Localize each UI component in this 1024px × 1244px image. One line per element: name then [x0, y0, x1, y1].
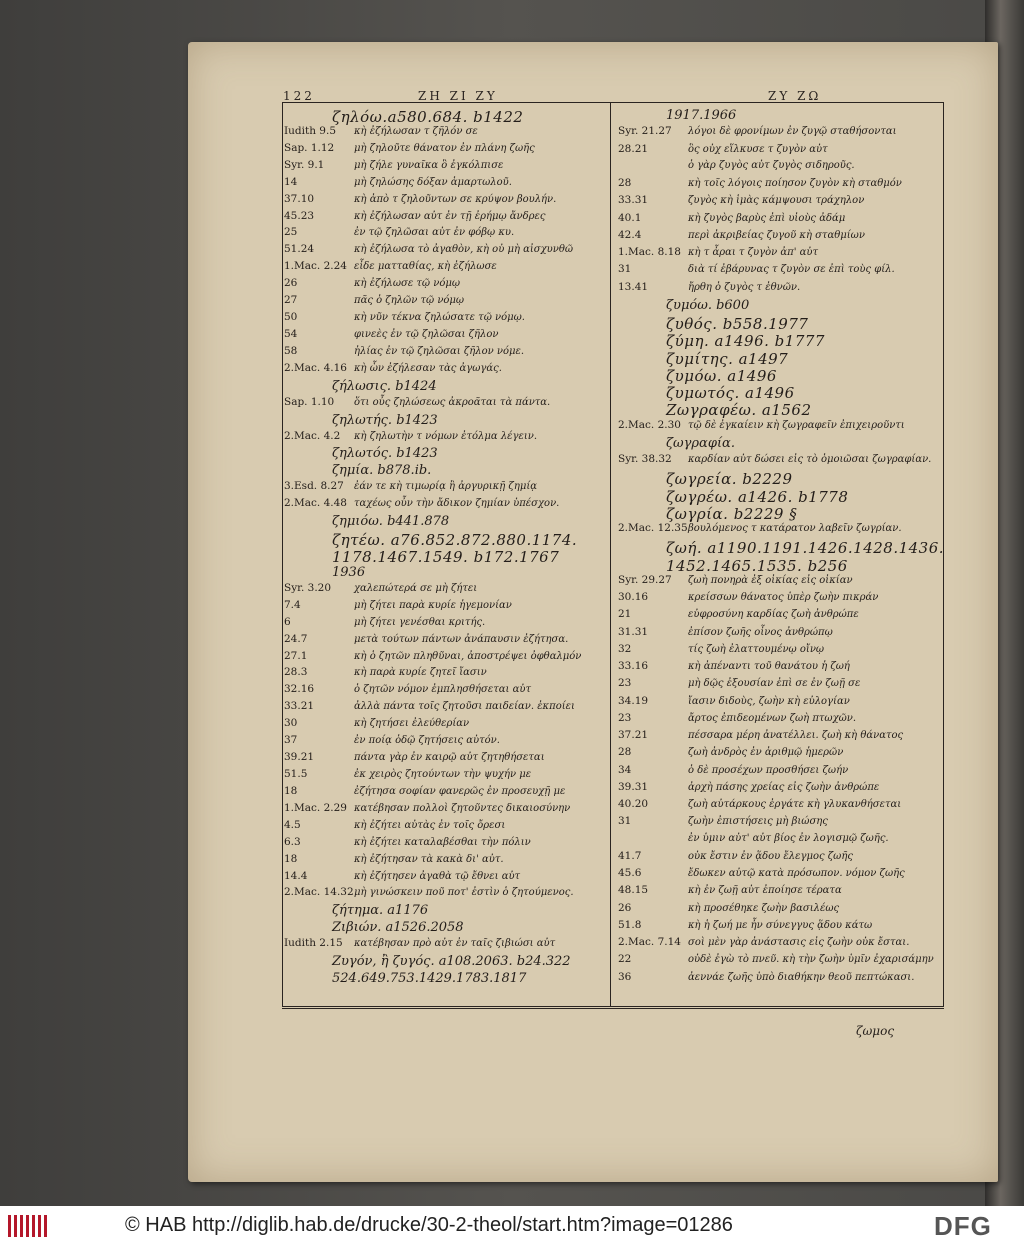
citation-row: [618, 815, 828, 827]
lemma-entry: [666, 401, 812, 419]
verse-reference: 30.16: [618, 591, 649, 604]
citation-row: [618, 194, 864, 206]
running-head-right: ΖΥ ΖΩ: [768, 89, 822, 103]
verse-reference: 26: [618, 901, 632, 914]
lemma-text: 1917.1966: [666, 108, 737, 123]
citation-row: [284, 243, 573, 255]
citation-text: ἀρχὴ πάσης χρείας εἰς ζωὴν ἀνθρώπε: [688, 781, 880, 793]
lemma-text: ζωγραφία.: [666, 435, 735, 451]
citation-row: [618, 919, 872, 931]
citation-text: ἤρθη ὁ ζυγὸς τ ἐθνῶν.: [688, 281, 801, 293]
citation-text: ταχέως οὖν τὴν ἄδικον ζημίαν ὑπέσχον.: [354, 498, 560, 510]
citation-row: [618, 143, 828, 155]
citation-text: κὴ ἐν ζωῇ αὐτ ἐποίησε τέρατα: [688, 885, 842, 897]
citation-row: [284, 210, 545, 222]
citation-text: τίς ζωὴ ἐλαττουμένῳ οἴνῳ: [688, 643, 825, 655]
verse-reference: Syr. 3.20: [284, 581, 332, 594]
lemma-entry: [332, 971, 526, 986]
verse-reference: 45.23: [284, 209, 315, 222]
lemma-entry: [666, 384, 795, 402]
verse-reference: 25: [284, 226, 298, 239]
verse-reference: 3.Esd. 8.27: [284, 480, 344, 493]
citation-text: κὴ ὧν ἐζήλεσαν τὰς ἀγωγάς.: [354, 362, 502, 374]
citation-text: κὴ ἀπὸ τ ζηλοῦντων σε κρύψον βουλήν.: [354, 193, 557, 205]
citation-row: [284, 717, 469, 729]
lemma-entry: [666, 108, 736, 123]
citation-text: πέσσαρα μέρη ἀνατέλλει. ζωὴ κὴ θάνατος: [688, 730, 904, 742]
verse-reference: 27.1: [284, 649, 308, 662]
citation-row: [618, 712, 856, 724]
citation-row: [284, 734, 500, 746]
footer-bar: [0, 1206, 1024, 1244]
lemma-text: ζυμόω. b600: [666, 297, 750, 313]
citation-text: πάντα γὰρ ἐν καιρῷ αὐτ ζητηθήσεται: [354, 752, 545, 764]
lemma-text: ζηλωτής. b1423: [332, 412, 438, 428]
citation-text: ἀλλὰ πάντα τοῖς ζητοῦσι παιδείαν. ἐκποίει: [354, 701, 575, 713]
citation-row: [284, 751, 545, 763]
verse-reference: 13.41: [618, 280, 649, 293]
verse-reference: 14.4: [284, 869, 308, 882]
lemma-entry: [666, 350, 788, 368]
citation-text: κὴ ἐζήτησαν τὰ κακὰ δι' αὐτ.: [354, 853, 504, 865]
lemma-entry: [666, 315, 808, 333]
lemma-text: ζυμίτης. a1497: [666, 349, 789, 368]
citation-row: [284, 937, 555, 949]
verse-reference: 34.19: [618, 694, 649, 707]
lemma-entry: [332, 514, 449, 529]
verse-reference: 33.16: [618, 660, 649, 673]
verse-reference: 1.Mac. 2.24: [284, 260, 347, 273]
verse-reference: 54: [284, 328, 298, 340]
citation-text: ἐκ χειρὸς ζητούντων τὴν ψυχήν με: [354, 769, 532, 780]
citation-row: [284, 666, 487, 678]
citation-row: [618, 936, 909, 948]
verse-reference: 36: [618, 970, 632, 983]
verse-reference: Sap. 1.12: [284, 141, 335, 154]
verse-reference: 1.Mac. 2.29: [284, 801, 347, 814]
verse-reference: 31: [618, 815, 632, 828]
verse-reference: 28: [618, 746, 632, 759]
citation-row: [618, 212, 845, 224]
verse-reference: 32: [618, 642, 632, 655]
lemma-text: ζήτημα. a1176: [332, 903, 429, 919]
citation-text: εὐφροσύνη καρδίας ζωὴ ἀνθρώπε: [688, 609, 859, 621]
lemma-entry: [332, 446, 438, 461]
verse-reference: 2.Mac. 7.14: [618, 936, 681, 949]
citation-text: μὴ ζηλώσης δόξαν ἁμαρτωλοῦ.: [354, 176, 512, 188]
citation-row: [284, 328, 498, 340]
citation-row: [284, 396, 550, 408]
citation-text: μετὰ τούτων πάντων ἀνάπαυσιν ἐζήτησα.: [354, 633, 569, 645]
citation-text: ἐν ποίᾳ ὁδῷ ζητήσεις αὐτόν.: [354, 735, 500, 747]
citation-row: [618, 246, 818, 258]
citation-text: ὅτι οὖς ζηλώσεως ἀκροᾶται τὰ πάντα.: [354, 396, 551, 408]
citation-text: ὁ ζητῶν νόμον ἐμπλησθήσεται αὐτ: [354, 684, 531, 696]
citation-row: [618, 574, 853, 586]
citation-row: [618, 867, 905, 879]
lemma-entry: [666, 539, 944, 557]
verse-reference: 51.5: [284, 768, 308, 780]
verse-reference: 50: [284, 311, 298, 324]
lemma-text: Ζυγόν, ἢ ζυγός. a108.2063. b24.322: [332, 954, 571, 970]
verse-reference: 41.7: [618, 849, 642, 862]
citation-row: [284, 497, 559, 509]
citation-row: [284, 599, 512, 611]
citation-row: [618, 160, 855, 171]
citation-text: ζυγὸς κὴ ἱμὰς κάμψουσι τράχηλον: [688, 195, 865, 207]
citation-text: ἴασιν διδοὺς, ζωὴν κὴ εὐλογίαν: [688, 695, 850, 707]
citation-text: μὴ ζήτει γενέσθαι κριτής.: [354, 616, 486, 628]
verse-reference: Syr. 21.27: [618, 125, 672, 138]
lemma-entry: [332, 531, 577, 549]
citation-text: κὴ ὁ ζητῶν πληθῦναι, ἀποστρέψει ὀφθαλμόν: [354, 650, 582, 662]
verse-reference: 51.8: [618, 918, 642, 931]
verse-reference: 51.24: [284, 243, 315, 256]
citation-text: κὴ προσέθηκε ζωὴν βασιλέως: [688, 902, 840, 914]
lemma-entry: [332, 548, 559, 566]
citation-row: [618, 453, 931, 465]
citation-row: [284, 768, 531, 780]
citation-row: [618, 125, 897, 137]
citation-row: [284, 311, 525, 323]
citation-text: ζωὴ ἀνδρὸς ἐν ἀριθμῷ ἡμερῶν: [688, 747, 844, 759]
citation-row: [618, 677, 860, 689]
citation-text: περὶ ἀκριβείας ζυγοῦ κὴ σταθμίων: [688, 229, 865, 241]
citation-text: εἶδε ματταθίας, κὴ ἐζήλωσε: [354, 261, 497, 273]
citation-text: κὴ ζυγὸς βαρὺς ἐπὶ υἱοὺς ἀδάμ: [688, 212, 846, 224]
verse-reference: 58: [284, 344, 298, 357]
citation-text: κὴ ἐζήλωσα τὸ ἀγαθὸν, κὴ οὐ μὴ αἰσχυνθῶ: [354, 244, 574, 256]
citation-text: ζωὴ πονηρὰ ἐξ οἰκίας εἰς οἰκίαν: [688, 574, 853, 586]
verse-reference: 23: [618, 711, 632, 724]
verse-reference: 22: [618, 953, 632, 966]
citation-row: [284, 633, 568, 645]
lemma-text: ζύμη. a1496. b1777: [666, 332, 825, 351]
lemma-entry: [666, 505, 797, 523]
column-divider: [610, 102, 611, 1007]
hab-logo-icon: [8, 1215, 48, 1237]
citation-text: ἠλίας ἐν τῷ ζηλῶσαι ζῆλον νόμε.: [354, 345, 525, 357]
citation-text: χαλεπώτερά σε μὴ ζήτει: [354, 582, 478, 594]
citation-row: [618, 729, 903, 741]
verse-reference: 42.4: [618, 228, 642, 241]
citation-text: κὴ ἐζήτησεν ἀγαθὰ τῷ ἔθνει αὐτ: [354, 870, 521, 882]
citation-row: [618, 850, 853, 862]
verse-reference: 26: [284, 277, 298, 290]
verse-reference: Syr. 38.32: [618, 453, 672, 466]
verse-reference: 37: [284, 734, 298, 747]
verse-reference: 7.4: [284, 598, 301, 611]
verse-reference: Syr. 29.27: [618, 573, 672, 586]
lemma-entry: [666, 470, 793, 488]
lemma-text: ζημία. b878.ib.: [332, 463, 432, 479]
citation-text: λόγοι δὲ φρονίμων ἐν ζυγῷ σταθήσονται: [688, 126, 897, 138]
citation-row: [618, 798, 901, 810]
lemma-text: ζωγρία. b2229 §: [666, 504, 798, 523]
citation-text: πᾶς ὁ ζηλῶν τῷ νόμῳ: [354, 295, 465, 307]
citation-row: [618, 953, 934, 965]
citation-row: [618, 781, 879, 793]
verse-reference: 2.Mac. 14.32: [284, 886, 354, 899]
verse-reference: 31.31: [618, 625, 649, 638]
citation-text: κὴ ζηλωτὴν τ νόμων ἐτόλμα λέγειν.: [354, 430, 538, 442]
citation-row: [618, 884, 842, 896]
lemma-text: ζητέω. a76.852.872.880.1174.: [332, 531, 578, 550]
citation-text: μὴ ζήτει παρὰ κυρίε ἡγεμονίαν: [354, 599, 512, 611]
lemma-text: ζωγρεία. b2229: [666, 470, 793, 489]
verse-reference: Sap. 1.10: [284, 395, 335, 408]
copyright-link[interactable]: © HAB http://diglib.hab.de/drucke/30-2-theol/start.htm?image=01286: [125, 1214, 733, 1236]
citation-text: ἐάν τε κὴ τιμωρίᾳ ἢ ἀργυρικῇ ζημίᾳ: [354, 481, 537, 493]
verse-reference: 6.3: [284, 835, 301, 848]
citation-row: [618, 281, 800, 293]
lemma-entry: [332, 463, 431, 478]
citation-text: κὴ ἀπέναντι τοῦ θανάτου ἡ ζωή: [688, 661, 850, 673]
citation-text: κὴ ζητήσει ἐλεύθερίαν: [354, 718, 470, 730]
verse-reference: 39.31: [618, 780, 649, 793]
lemma-text: ζυμόω. a1496: [666, 366, 777, 385]
verse-reference: 33.31: [618, 194, 649, 207]
citation-row: [284, 616, 485, 628]
verse-reference: 2.Mac. 4.2: [284, 429, 341, 442]
citation-text: ἐζήτησα σοφίαν φανερῶς ἐν προσευχῇ με: [354, 785, 566, 797]
verse-reference: 24.7: [284, 632, 308, 645]
citation-row: [618, 660, 850, 672]
citation-text: καρδίαν αὐτ δώσει εἰς τὸ ὁμοιῶσαι ζωγραφίαν.: [688, 454, 932, 466]
citation-row: [284, 277, 460, 289]
citation-text: κὴ ἐζήτει καταλαβέσθαι τὴν πόλιν: [354, 836, 531, 848]
citation-text: ὁ δὲ προσέχων προσθήσει ζωήν: [688, 764, 849, 776]
citation-text: βουλόμενος τ κατάρατον λαβεῖν ζωγρίαν.: [688, 523, 902, 535]
left-column: [284, 108, 606, 1003]
right-column: [618, 108, 945, 1003]
lemma-entry: [666, 298, 749, 313]
citation-text: ἀεννάε ζωῆς ὑπὸ διαθήκην θεοῦ πεπτώκασι.: [688, 971, 915, 983]
citation-row: [284, 176, 512, 188]
citation-row: [284, 819, 505, 831]
lemma-entry: [332, 903, 428, 918]
citation-text: ἐπίσον ζωῆς οἶνος ἀνθρώπῳ: [688, 626, 833, 638]
citation-row: [284, 294, 464, 306]
verse-reference: 33.21: [284, 700, 315, 713]
citation-text: μὴ ζηλοῦτε θάνατον ἐν πλάνη ζωῆς: [354, 142, 535, 154]
citation-text: κὴ παρὰ κυρίε ζητεῖ ἴασιν: [354, 667, 487, 679]
citation-row: [618, 419, 905, 431]
verse-reference: 31: [618, 263, 632, 276]
lemma-entry: [666, 488, 848, 506]
citation-row: [618, 608, 859, 620]
lemma-text: ζημιόω. b441.878: [332, 514, 450, 530]
verse-reference: 14: [284, 175, 298, 188]
lemma-text: ζωγρέω. a1426. b1778: [666, 487, 849, 506]
lemma-text: ζηλωτός. b1423: [332, 446, 438, 462]
lemma-entry: [332, 413, 438, 428]
verse-reference: 1.Mac. 8.18: [618, 246, 681, 259]
lemma-entry: [666, 367, 777, 385]
citation-text: οὐδὲ ἐγὼ τὸ πνεῦ. κὴ τὴν ζωὴν ὑμῖν ἐχαρισάμην: [688, 954, 934, 966]
lemma-entry: [666, 557, 848, 575]
citation-text: κὴ τ ἆραι τ ζυγὸν ἀπ' αὐτ: [688, 247, 819, 259]
citation-text: ἄρτος ἐπιδεομένων ζωὴ πτωχῶν.: [688, 712, 857, 724]
citation-row: [284, 345, 524, 357]
lemma-entry: [332, 379, 437, 394]
citation-text: κὴ ἐζήτει αὐτὰς ἐν τοῖς ὄρεσι: [354, 819, 506, 831]
citation-text: μὴ ζήλε γυναῖκα ὃ ἐγκόλπισε: [354, 159, 504, 171]
citation-row: [284, 226, 514, 238]
citation-row: [284, 362, 502, 374]
citation-text: οὐκ ἔστιν ἐν ᾅδου ἔλεγμος ζωῆς: [688, 850, 853, 862]
citation-text: ἔδωκεν αὐτῷ κατὰ πρόσωπον. νόμον ζωῆς: [688, 868, 905, 880]
lemma-text: 1178.1467.1549. b172.1767: [332, 548, 560, 566]
lemma-text: Ζωγραφέω. a1562: [666, 401, 812, 420]
citation-text: ὁ γὰρ ζυγὸς αὐτ ζυγὸς σιδηροῦς.: [688, 159, 855, 171]
citation-text: κὴ ἐζήλωσαν τ ζῆλόν σε: [354, 125, 478, 137]
verse-reference: 6: [284, 615, 291, 628]
citation-row: [284, 870, 520, 882]
verse-reference: 2.Mac. 2.30: [618, 418, 681, 431]
lemma-text: ζηλόω.a580.684. b1422: [332, 108, 524, 126]
lemma-entry: [332, 108, 523, 126]
citation-text: κὴ τοῖς λόγοις ποίησον ζυγὸν κὴ σταθμόν: [688, 178, 902, 190]
verse-reference: 30: [284, 717, 298, 730]
citation-row: [618, 591, 878, 603]
verse-reference: 4.5: [284, 818, 301, 831]
verse-reference: Iudith 2.15: [284, 937, 343, 950]
verse-reference: 28.21: [618, 142, 649, 155]
verse-reference: 21: [618, 608, 632, 621]
verse-reference: 37.10: [284, 192, 315, 205]
verse-reference: 48.15: [618, 884, 649, 897]
lemma-entry: [332, 920, 464, 935]
bottom-rule: [282, 1008, 944, 1009]
lemma-text: ζήλωσις. b1424: [332, 378, 437, 394]
citation-text: τῷ δὲ ἐγκαίειν κὴ ζωγραφεῖν ἐπιχειροῦντι: [688, 419, 905, 431]
citation-row: [618, 695, 850, 707]
citation-text: ὃς οὐχ εἵλκυσε τ ζυγὸν αὐτ: [688, 143, 828, 155]
citation-text: φινεὲς ἐν τῷ ζηλῶσαι ζῆλον: [354, 329, 499, 340]
citation-text: κρείσσων θάνατος ὑπὲρ ζωὴν πικράν: [688, 592, 879, 604]
verse-reference: 28: [618, 177, 632, 190]
verse-reference: 18: [284, 784, 298, 797]
citation-text: κὴ νῦν τέκνα ζηλώσατε τῷ νόμῳ.: [354, 312, 525, 324]
citation-text: κατέβησαν πρὸ αὐτ ἐν ταῖς ζιβιώσι αὐτ: [354, 938, 556, 950]
citation-row: [618, 522, 902, 534]
verse-reference: 28.3: [284, 666, 308, 679]
citation-text: μὴ γινώσκειν ποῦ ποτ' ἐστὶν ὁ ζητούμενος.: [354, 887, 574, 899]
citation-row: [618, 833, 889, 844]
verse-reference: 2.Mac. 4.16: [284, 361, 347, 374]
dfg-logo: DFG: [934, 1211, 992, 1241]
citation-row: [284, 125, 478, 137]
lemma-text: 1936: [332, 564, 366, 580]
verse-reference: 2.Mac. 4.48: [284, 497, 347, 510]
verse-reference: 2.Mac. 12.35: [618, 522, 688, 535]
citation-text: μὴ δῷς ἐξουσίαν ἐπὶ σε ἐν ζωῇ σε: [688, 678, 861, 690]
lemma-text: Ζιβιών. a1526.2058: [332, 920, 464, 936]
citation-row: [618, 902, 839, 914]
verse-reference: 27: [284, 294, 298, 307]
verse-reference: 37.21: [618, 729, 649, 742]
verse-reference: Syr. 9.1: [284, 158, 325, 171]
citation-row: [284, 260, 497, 272]
lemma-text: ζυθός. b558.1977: [666, 315, 809, 334]
citation-row: [618, 643, 824, 655]
citation-text: σοὶ μὲν γὰρ ἀνάστασις εἰς ζωὴν οὐκ ἔσται.: [688, 937, 910, 949]
verse-reference: 45.6: [618, 867, 642, 880]
citation-row: [284, 159, 503, 171]
catchword: ζωμος: [856, 1024, 895, 1038]
citation-row: [618, 229, 865, 241]
citation-row: [284, 853, 504, 865]
citation-row: [284, 142, 535, 154]
citation-row: [618, 177, 902, 189]
citation-row: [284, 836, 531, 848]
citation-row: [284, 683, 531, 695]
lemma-text: ζυμωτός. a1496: [666, 384, 795, 403]
verse-reference: 40.20: [618, 798, 649, 811]
citation-row: [284, 802, 570, 814]
lemma-text: ζωή. a1190.1191.1426.1428.1436.: [666, 539, 945, 558]
lemma-entry: [332, 954, 571, 969]
citation-text: ζωὴ αὐτάρκους ἐργάτε κὴ γλυκανθήσεται: [688, 799, 902, 811]
verse-reference: 32.16: [284, 683, 315, 696]
citation-row: [284, 480, 537, 492]
citation-text: ζωὴν ἐπιστήσεις μὴ βιώσης: [688, 816, 828, 828]
verse-reference: 40.1: [618, 211, 642, 224]
book-page: [188, 42, 998, 1182]
citation-row: [284, 886, 574, 898]
citation-row: [618, 746, 843, 758]
running-head-left: ΖΗ ΖΙ ΖΥ: [418, 89, 498, 103]
citation-row: [284, 193, 556, 205]
citation-row: [284, 582, 477, 594]
page-number: 122: [283, 89, 315, 103]
lemma-text: 1452.1465.1535. b256: [666, 556, 848, 575]
verse-reference: 23: [618, 677, 632, 690]
verse-reference: 18: [284, 852, 298, 865]
citation-row: [284, 650, 581, 662]
lemma-entry: [666, 332, 825, 350]
verse-reference: Iudith 9.5: [284, 124, 337, 137]
citation-row: [618, 971, 914, 983]
citation-row: [618, 764, 848, 776]
citation-text: κὴ ἐζήλωσε τῷ νόμῳ: [354, 278, 460, 290]
citation-row: [618, 263, 895, 275]
citation-text: ἐν ὑμιν αὐτ' αὐτ βίος ἐν λογισμῷ ζωῆς.: [688, 832, 889, 844]
citation-row: [284, 785, 565, 797]
citation-text: κὴ ἐζήλωσαν αὐτ ἐν τῇ ἐρήμῳ ἄνδρες: [354, 210, 546, 222]
lemma-entry: [332, 565, 365, 580]
citation-row: [284, 430, 537, 442]
citation-text: διὰ τί ἐβάρυνας τ ζυγὸν σε ἐπὶ τοὺς φίλ.: [688, 264, 895, 276]
verse-reference: 39.21: [284, 751, 315, 764]
verse-reference: 34: [618, 763, 632, 776]
lemma-text: 524.649.753.1429.1783.1817: [332, 971, 527, 987]
citation-text: κὴ ἡ ζωή με ἦν σύνεγγυς ᾅδου κάτω: [688, 919, 873, 931]
citation-row: [284, 700, 575, 712]
citation-row: [618, 626, 833, 638]
citation-text: ἐν τῷ ζηλῶσαι αὐτ ἐν φόβῳ κυ.: [354, 227, 515, 239]
citation-text: κατέβησαν πολλοὶ ζητοῦντες δικαιοσύνην: [354, 802, 571, 814]
lemma-entry: [666, 436, 735, 451]
